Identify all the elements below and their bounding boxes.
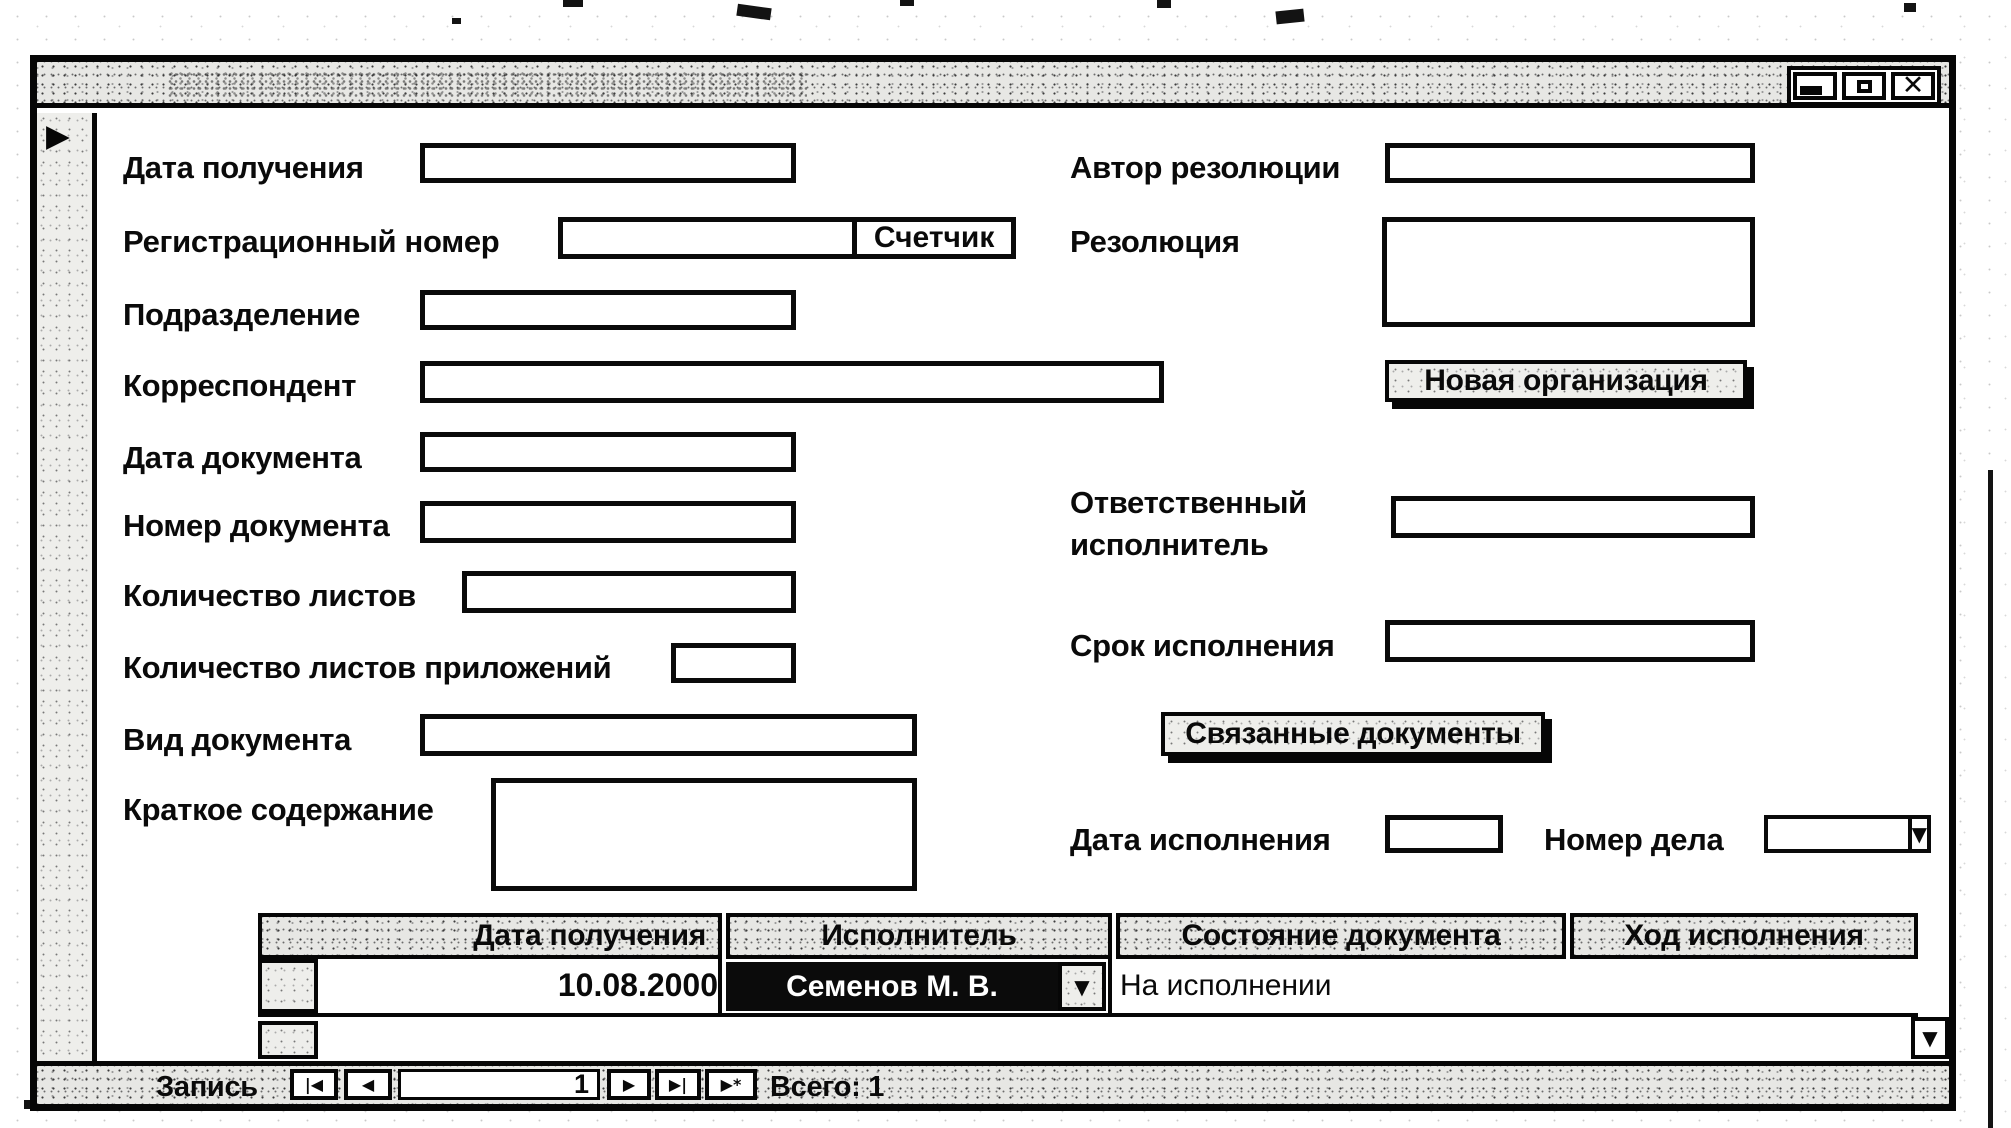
previous-record-button[interactable]: ◀ [344, 1069, 392, 1100]
doc-type-input[interactable] [420, 714, 917, 756]
close-icon: ✕ [1901, 70, 1925, 101]
scrollbar-down-button[interactable] [1911, 1017, 1949, 1059]
status-cell[interactable]: На исполнении [1120, 969, 1332, 1002]
scan-artifact [1157, 0, 1171, 8]
column-header-date-received[interactable]: Дата получения [258, 913, 722, 959]
scan-artifact [1904, 3, 1916, 12]
doc-date-input[interactable] [420, 432, 796, 472]
reg-number-label: Регистрационный номер [123, 224, 500, 259]
record-label: Запись [156, 1071, 258, 1103]
current-record-marker-icon: ▶ [46, 118, 70, 154]
department-input[interactable] [420, 290, 796, 330]
executor-combobox[interactable] [726, 962, 1106, 1011]
execution-date-label: Дата исполнения [1070, 822, 1331, 857]
scan-artifact [563, 0, 583, 7]
window-controls [1787, 66, 1941, 106]
new-record-button[interactable]: ▶* [705, 1069, 757, 1100]
due-date-input[interactable] [1385, 620, 1755, 662]
execution-date-input[interactable] [1385, 815, 1503, 853]
resolution-textarea[interactable] [1382, 217, 1755, 327]
column-header-progress[interactable]: Ход исполнения [1570, 913, 1918, 959]
correspondent-input[interactable] [420, 361, 1164, 403]
column-header-executor[interactable]: Исполнитель [726, 913, 1112, 959]
doc-number-label: Номер документа [123, 508, 390, 543]
date-received-cell[interactable]: 10.08.2000 [557, 967, 718, 1003]
reg-number-group [558, 217, 1016, 259]
form-window [30, 55, 1956, 1111]
row-record-selector-empty[interactable] [258, 1021, 318, 1059]
form-record-selector[interactable] [37, 113, 97, 1061]
responsible-executor-input[interactable] [1391, 496, 1755, 538]
responsible-executor-label: Ответственный исполнитель [1070, 485, 1307, 562]
attachment-sheets-input[interactable] [671, 643, 796, 683]
maximize-icon [1857, 80, 1872, 93]
column-header-status[interactable]: Состояние документа [1116, 913, 1566, 959]
scan-artifact [900, 0, 914, 6]
case-number-label: Номер дела [1544, 822, 1724, 857]
table-row [258, 959, 1918, 1017]
first-record-button[interactable]: |◀ [290, 1069, 338, 1100]
record-navigation-bar [37, 1061, 1949, 1104]
minimize-icon [1800, 86, 1822, 95]
correspondent-label: Корреспондент [123, 368, 357, 403]
chevron-down-icon: ▼ [1074, 974, 1090, 999]
chevron-down-icon: ▼ [1922, 1026, 1938, 1050]
summary-textarea[interactable] [491, 778, 917, 891]
executor-value[interactable]: Семенов М. В. [726, 962, 1058, 1011]
new-organization-button[interactable]: Новая организация [1385, 360, 1747, 402]
form-body [37, 113, 1949, 1061]
minimize-button[interactable] [1793, 72, 1837, 100]
resolution-author-input[interactable] [1385, 143, 1755, 183]
total-records-label: Всего: 1 [770, 1071, 885, 1103]
next-record-button[interactable]: ▶ [607, 1069, 651, 1100]
executor-dropdown-button[interactable] [1058, 962, 1106, 1011]
attachment-sheets-label: Количество листов приложений [123, 650, 612, 685]
date-received-input[interactable] [420, 143, 796, 183]
summary-label: Краткое содержание [123, 792, 434, 827]
resolution-author-label: Автор резолюции [1070, 150, 1341, 185]
due-date-label: Срок исполнения [1070, 628, 1335, 663]
date-received-label: Дата получения [123, 150, 364, 185]
scan-artifact [1275, 9, 1304, 25]
window-titlebar[interactable] [37, 62, 1949, 108]
related-documents-button[interactable]: Связанные документы [1161, 712, 1545, 756]
case-number-combobox[interactable] [1764, 815, 1931, 853]
row-record-selector[interactable] [258, 959, 318, 1013]
doc-number-input[interactable] [420, 501, 796, 543]
subform-header-row [258, 913, 1918, 959]
close-button[interactable] [1891, 72, 1935, 100]
sheet-count-input[interactable] [462, 571, 796, 613]
maximize-button[interactable] [1842, 72, 1886, 100]
case-number-input[interactable] [1768, 819, 1908, 849]
reg-number-input[interactable] [563, 222, 852, 254]
doc-date-label: Дата документа [123, 440, 362, 475]
resolution-label: Резолюция [1070, 224, 1240, 259]
last-record-button[interactable]: ▶| [655, 1069, 701, 1100]
title-smudge [167, 71, 807, 97]
doc-type-label: Вид документа [123, 722, 352, 757]
record-number-field[interactable]: 1 [398, 1069, 600, 1100]
column-divider [718, 959, 722, 1013]
case-number-dropdown-button[interactable] [1908, 819, 1927, 849]
scan-artifact [1988, 470, 1993, 1128]
department-label: Подразделение [123, 297, 361, 332]
scan-artifact [736, 4, 771, 21]
counter-button[interactable]: Счетчик [852, 222, 1011, 254]
column-divider [1108, 959, 1112, 1013]
sheet-count-label: Количество листов [123, 578, 416, 613]
chevron-down-icon: ▼ [1911, 822, 1927, 846]
scan-artifact [452, 18, 461, 24]
